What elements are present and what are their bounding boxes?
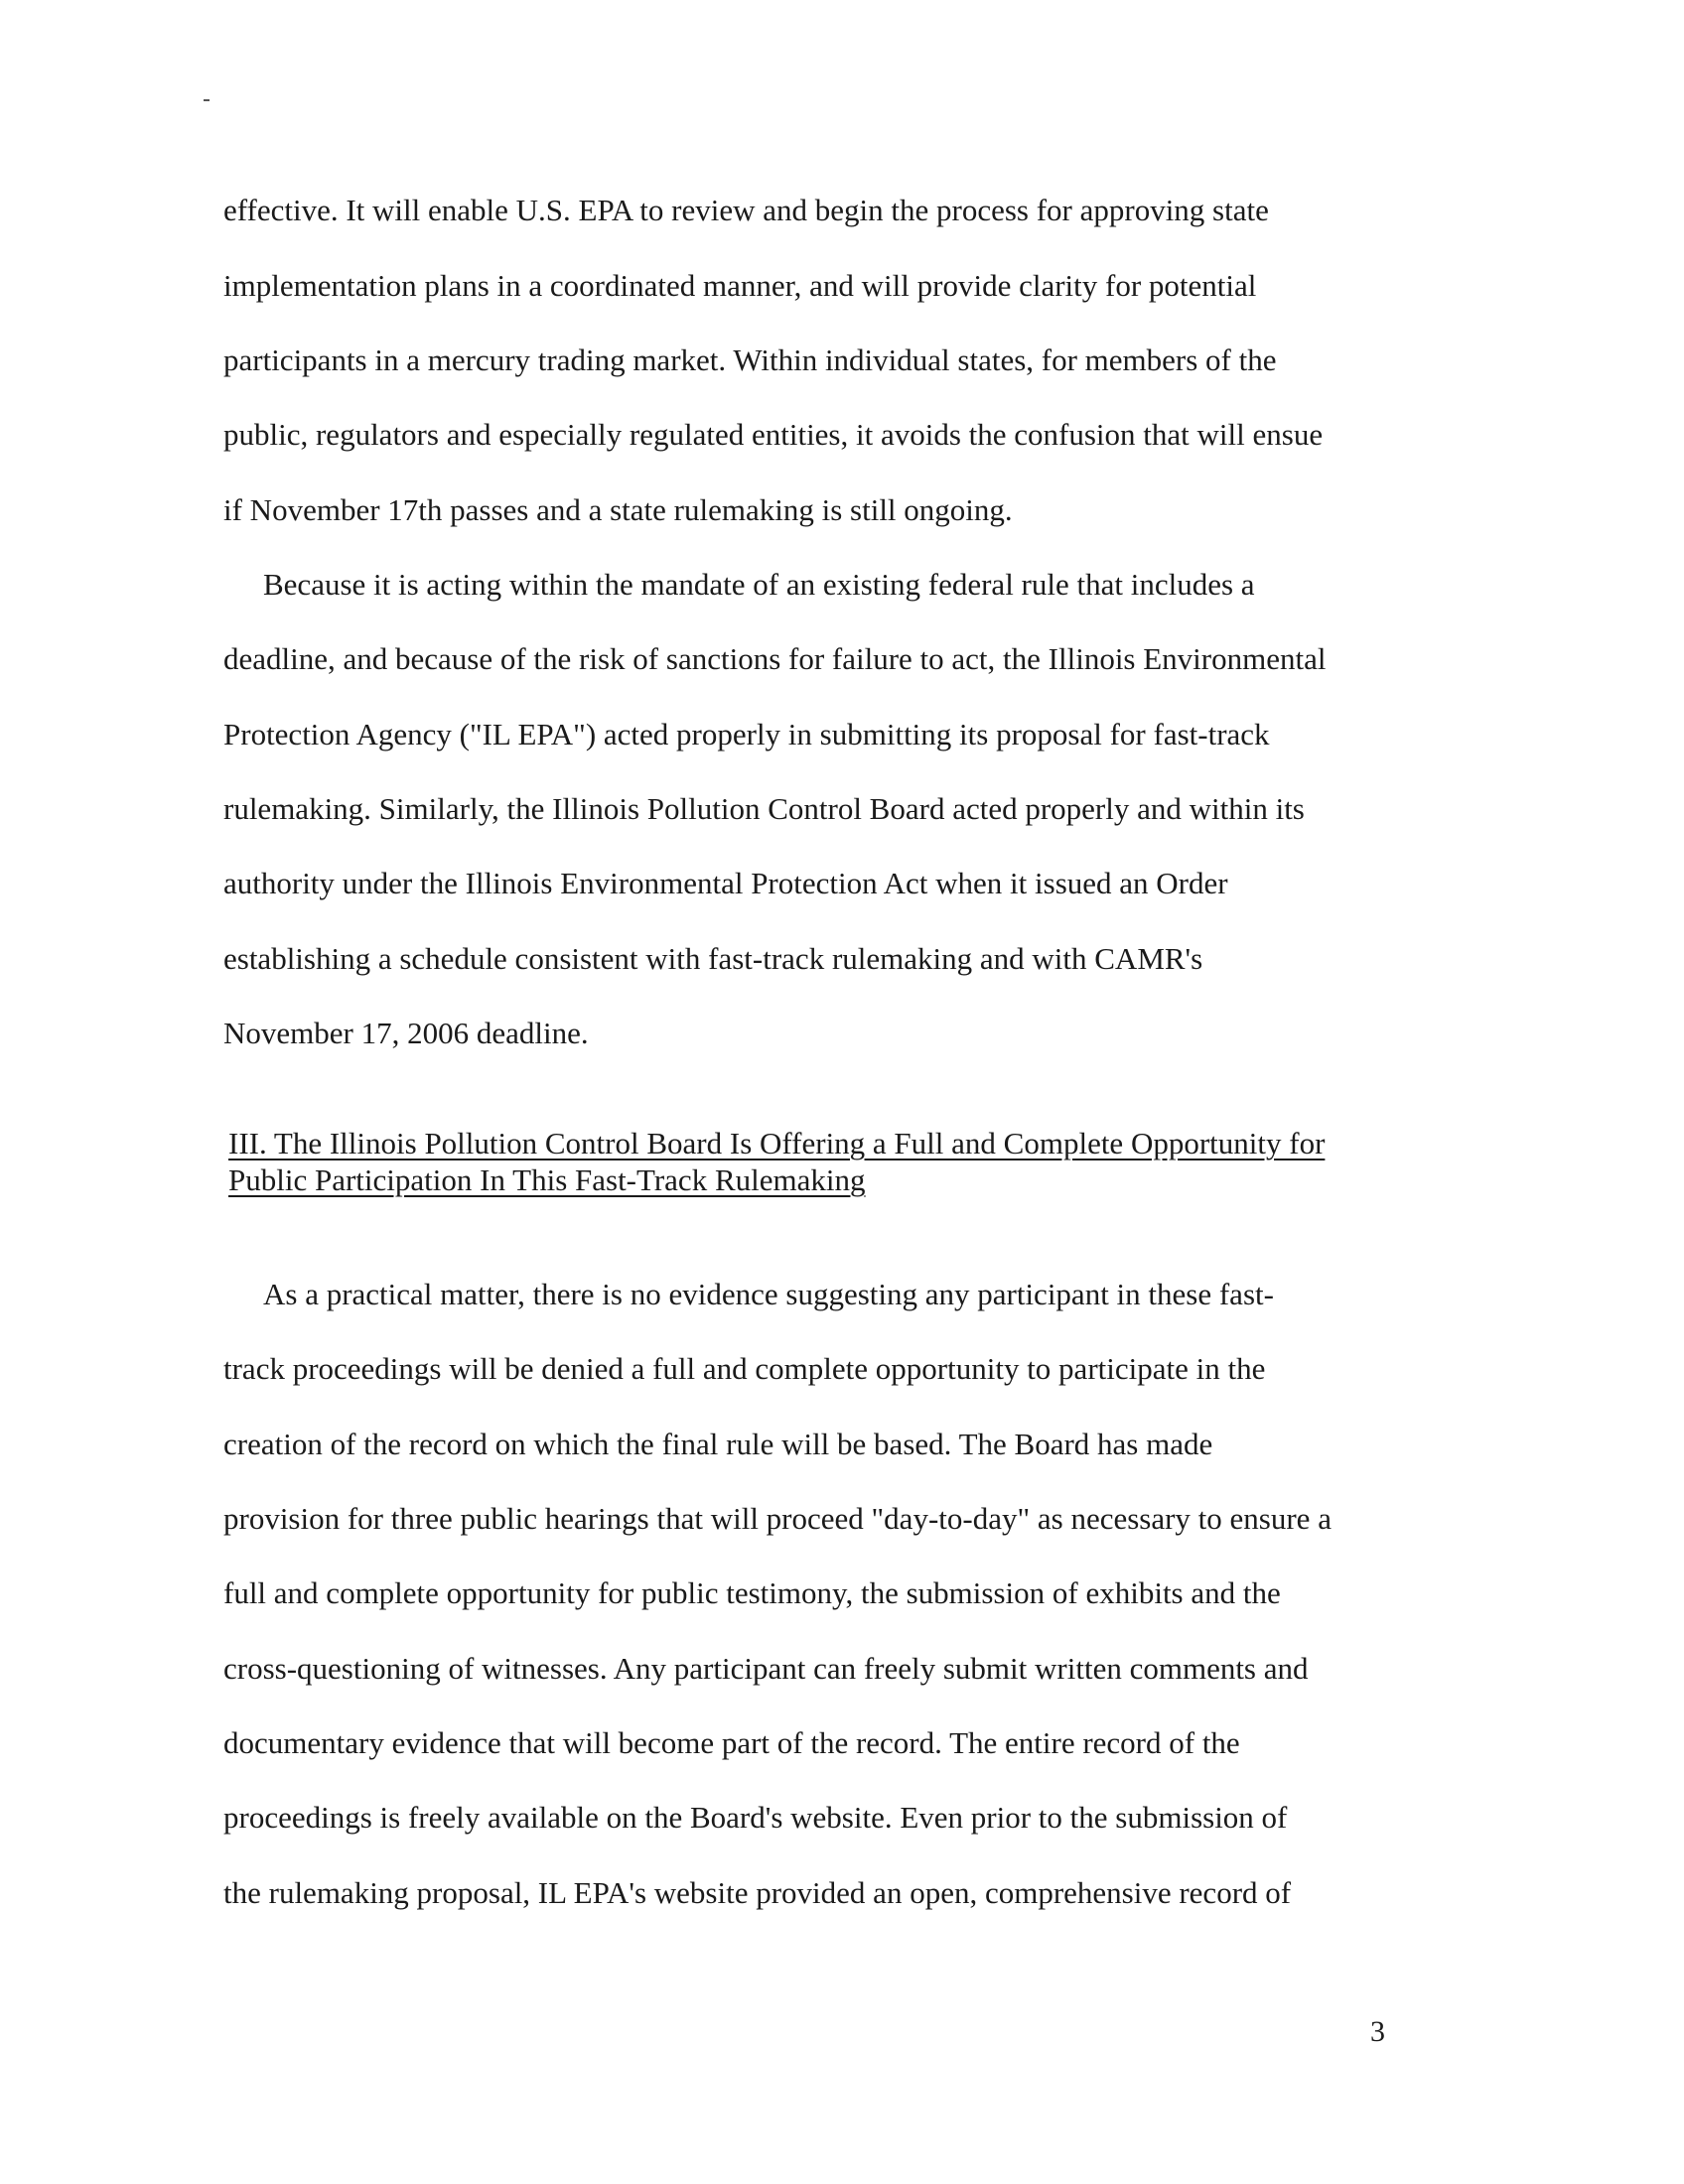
text-line: rulemaking. Similarly, the Illinois Pollution Control Board acted properly and within its: [223, 791, 1305, 826]
page-number: 3: [1370, 2015, 1385, 2048]
scan-artifact: [204, 99, 210, 101]
text-line: cross-questioning of witnesses. Any participant can freely submit written comments and: [223, 1651, 1309, 1686]
text-line: documentary evidence that will become part of the record. The entire record of the: [223, 1725, 1240, 1760]
text-line: implementation plans in a coordinated manner, and will provide clarity for potential: [223, 268, 1257, 303]
text-line: the rulemaking proposal, IL EPA's website provided an open, comprehensive record of: [223, 1875, 1292, 1910]
text-line: creation of the record on which the final rule will be based. The Board has made: [223, 1427, 1213, 1461]
text-line: provision for three public hearings that will proceed "day-to-day" as necessary to ensure a: [223, 1501, 1332, 1536]
text-line: if November 17th passes and a state rulemaking is still ongoing.: [223, 492, 1013, 527]
heading-line: Public Participation In This Fast-Track Rulemaking: [228, 1162, 866, 1197]
heading-line: III. The Illinois Pollution Control Board Is Offering a Full and Complete Opportunity for: [228, 1126, 1326, 1160]
text-line: Protection Agency ("IL EPA") acted properly in submitting its proposal for fast-track: [223, 717, 1270, 751]
text-line: proceedings is freely available on the Board's website. Even prior to the submission of: [223, 1800, 1288, 1835]
text-line: full and complete opportunity for public testimony, the submission of exhibits and the: [223, 1575, 1281, 1610]
text-line: effective. It will enable U.S. EPA to review and begin the process for approving state: [223, 193, 1269, 227]
text-line: participants in a mercury trading market. Within individual states, for members of the: [223, 342, 1277, 377]
text-line: authority under the Illinois Environmental Protection Act when it issued an Order: [223, 866, 1228, 900]
text-line: As a practical matter, there is no evidence suggesting any participant in these fast-: [263, 1277, 1274, 1311]
text-line: establishing a schedule consistent with fast-track rulemaking and with CAMR's: [223, 941, 1203, 976]
text-line: track proceedings will be denied a full and complete opportunity to participate in the: [223, 1351, 1266, 1386]
text-line: public, regulators and especially regulated entities, it avoids the confusion that will ensue: [223, 417, 1324, 452]
text-line: deadline, and because of the risk of sanctions for failure to act, the Illinois Environmental: [223, 641, 1327, 676]
text-line: November 17, 2006 deadline.: [223, 1016, 589, 1050]
text-line: Because it is acting within the mandate of an existing federal rule that includes a: [263, 567, 1255, 602]
